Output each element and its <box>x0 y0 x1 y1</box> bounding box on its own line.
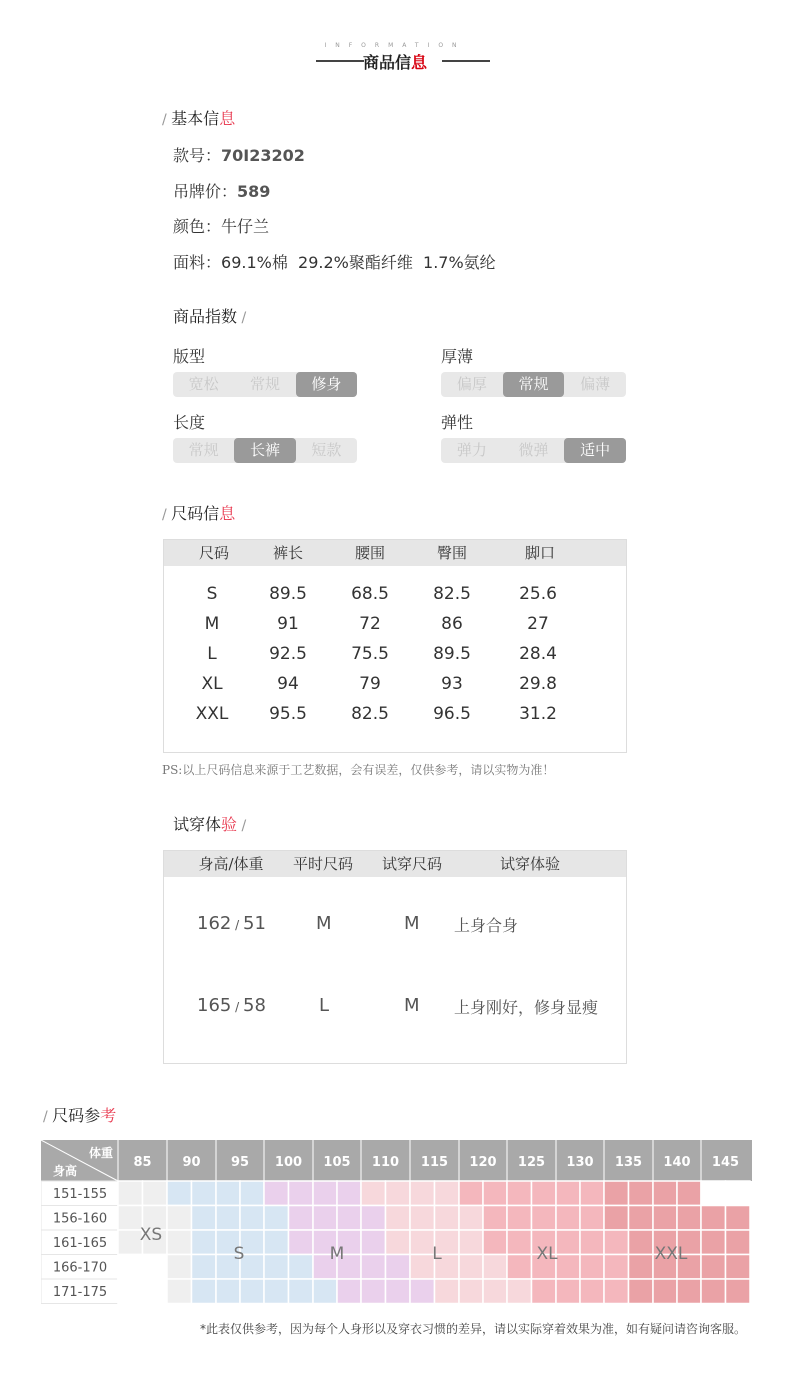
index-pill-length <box>173 438 357 463</box>
ref-size-cell <box>532 1206 557 1231</box>
ref-size-cell <box>629 1230 654 1255</box>
ref-weight-label: 110 <box>371 1155 400 1170</box>
size-cell: 28.4 <box>519 644 557 664</box>
ref-size-cell <box>604 1230 629 1255</box>
ref-size-cell <box>264 1255 289 1280</box>
ref-size-cell <box>556 1206 580 1231</box>
page-title: 商品信息 <box>362 53 428 72</box>
tag-price: 吊牌价：589 <box>173 182 271 201</box>
ref-size-cell <box>337 1279 361 1304</box>
try-on-row-2-feel: 上身刚好，修身显瘦 <box>454 998 599 1017</box>
ref-weight-label: 85 <box>133 1155 152 1170</box>
ref-size-cell <box>167 1255 192 1280</box>
ref-weight-label: 120 <box>469 1155 497 1170</box>
size-cell: 93 <box>441 674 463 694</box>
ref-weight-label: 115 <box>420 1155 449 1170</box>
ref-size-cell <box>386 1206 411 1231</box>
ref-size-cell <box>532 1181 557 1206</box>
ref-size-cell <box>289 1279 314 1304</box>
ref-size-cell <box>483 1279 507 1304</box>
index-pill-thickness <box>441 372 626 397</box>
try-on-table <box>163 850 627 1064</box>
size-cell: 82.5 <box>351 704 389 724</box>
try-on-row-2-tried: M <box>404 995 420 1016</box>
option-slight-stretch: 微弹 <box>518 441 549 459</box>
ref-size-cell <box>361 1279 386 1304</box>
ref-size-cell <box>361 1255 386 1280</box>
ref-size-cell <box>361 1181 386 1206</box>
ref-size-cell <box>604 1279 629 1304</box>
ref-size-cell <box>459 1279 483 1304</box>
size-ref-note: *此表仅供参考，因为每个人身形以及穿衣习惯的差异，请以实际穿着效果为准，如有疑问请咨询客服。 <box>200 1322 747 1336</box>
ref-size-cell <box>410 1230 435 1255</box>
ref-size-cell <box>264 1279 289 1304</box>
ref-size-cell <box>410 1279 435 1304</box>
ref-size-cell <box>604 1255 629 1280</box>
ref-size-cell <box>629 1279 654 1304</box>
index-label-length: 长度 <box>173 413 206 432</box>
ref-size-label: L <box>432 1244 442 1264</box>
size-cell: XXL <box>195 704 229 724</box>
ref-height-label: 171-175 <box>52 1285 108 1300</box>
ref-size-cell <box>337 1181 361 1206</box>
try-on-row-2-hw: 165 / 58 <box>197 995 266 1016</box>
index-label-elasticity: 弹性 <box>441 413 474 432</box>
size-cell: 75.5 <box>351 644 389 664</box>
ref-weight-label: 105 <box>323 1155 351 1170</box>
ref-size-cell <box>240 1206 264 1231</box>
ref-size-cell <box>483 1181 507 1206</box>
ref-weight-label: 125 <box>517 1155 546 1170</box>
size-cell: 25.6 <box>519 584 557 604</box>
ref-size-cell <box>726 1206 751 1231</box>
size-cell: 89.5 <box>433 644 471 664</box>
ref-size-cell <box>435 1279 460 1304</box>
size-reference-chart <box>41 1140 752 1313</box>
ref-size-cell <box>677 1279 701 1304</box>
ref-size-cell <box>532 1279 557 1304</box>
ref-size-cell <box>289 1255 314 1280</box>
col-height-weight: 身高/体重 <box>198 855 264 873</box>
size-table <box>163 539 627 753</box>
ref-size-cell <box>118 1255 143 1280</box>
ref-size-cell <box>167 1181 192 1206</box>
product-index-title: 商品指数 / <box>173 307 247 326</box>
option-regular-length: 常规 <box>188 441 219 459</box>
try-on-row-2-usual: L <box>319 995 330 1016</box>
index-label-thickness: 厚薄 <box>441 347 474 366</box>
ref-size-cell <box>216 1279 240 1304</box>
ref-size-cell <box>580 1181 604 1206</box>
try-on-row-1-hw: 162 / 51 <box>197 913 266 934</box>
ref-weight-label: 130 <box>566 1155 594 1170</box>
ref-size-cell <box>483 1206 507 1231</box>
size-cell: 82.5 <box>433 584 471 604</box>
ref-size-cell <box>459 1206 483 1231</box>
color: 颜色：牛仔兰 <box>173 217 270 236</box>
ref-height-label: 166-170 <box>52 1260 108 1276</box>
ref-size-label: XS <box>139 1225 163 1245</box>
size-cell: 92.5 <box>269 644 307 664</box>
ref-size-label: M <box>329 1244 345 1264</box>
option-thin: 偏薄 <box>580 375 611 393</box>
option-loose: 宽松 <box>188 375 219 393</box>
ref-size-cell <box>361 1206 386 1231</box>
ref-size-cell <box>701 1255 726 1280</box>
ref-size-cell <box>629 1206 654 1231</box>
ref-weight-label: 145 <box>711 1155 740 1170</box>
col-experience: 试穿体验 <box>499 855 561 873</box>
ref-height-label: 151-155 <box>52 1187 108 1202</box>
size-note: PS:以上尺码信息来源于工艺数据，会有误差，仅供参考，请以实物为准！ <box>162 763 555 777</box>
ref-size-cell <box>459 1181 483 1206</box>
ref-size-cell <box>361 1230 386 1255</box>
ref-size-cell <box>701 1181 726 1206</box>
ref-size-cell <box>507 1255 532 1280</box>
col-length: 裤长 <box>272 544 304 562</box>
ref-size-cell <box>483 1230 507 1255</box>
ref-size-cell <box>167 1230 192 1255</box>
ref-size-cell <box>653 1181 677 1206</box>
ref-size-cell <box>677 1181 701 1206</box>
ref-size-cell <box>192 1255 217 1280</box>
ref-size-cell <box>629 1255 654 1280</box>
ref-size-cell <box>580 1255 604 1280</box>
col-usual-size: 平时尺码 <box>292 855 354 873</box>
ref-size-cell <box>386 1181 411 1206</box>
ref-size-label: S <box>233 1244 245 1264</box>
ref-size-cell <box>337 1206 361 1231</box>
ref-size-cell <box>143 1255 168 1280</box>
ref-size-cell <box>192 1230 217 1255</box>
ref-size-cell <box>289 1230 314 1255</box>
ref-size-cell <box>313 1279 337 1304</box>
option-short: 短款 <box>311 441 342 459</box>
ref-size-cell <box>726 1255 751 1280</box>
try-on-row-1-tried: M <box>404 913 420 934</box>
size-cell: L <box>207 644 217 664</box>
ref-size-cell <box>386 1230 411 1255</box>
size-cell: 96.5 <box>433 704 471 724</box>
ref-size-cell <box>556 1279 580 1304</box>
col-waist: 腰围 <box>354 544 386 562</box>
try-on-header <box>164 851 626 877</box>
ref-size-cell <box>435 1206 460 1231</box>
ref-size-cell <box>386 1255 411 1280</box>
ref-size-cell <box>143 1279 168 1304</box>
size-cell: S <box>206 584 218 604</box>
ref-size-cell <box>240 1181 264 1206</box>
ref-size-cell <box>313 1206 337 1231</box>
index-pill-elasticity <box>441 438 626 463</box>
size-cell: 91 <box>277 614 299 634</box>
ref-size-cell <box>410 1255 435 1280</box>
ref-size-cell <box>459 1255 483 1280</box>
ref-size-cell <box>410 1181 435 1206</box>
ref-size-cell <box>289 1181 314 1206</box>
try-on-title: 试穿体验 / <box>173 815 247 834</box>
option-long-pants: 长裤 <box>234 438 295 463</box>
size-reference-svg <box>41 1140 752 1313</box>
try-on-row-1-usual: M <box>316 913 332 934</box>
ref-size-cell <box>118 1181 143 1206</box>
ref-size-cell <box>507 1230 532 1255</box>
ref-size-cell <box>216 1206 240 1231</box>
size-cell: 29.8 <box>519 674 557 694</box>
size-cell: 31.2 <box>519 704 557 724</box>
fabric: 面料：69.1%棉 29.2%聚酯纤维 1.7%氨纶 <box>173 253 496 272</box>
ref-size-cell <box>264 1181 289 1206</box>
col-size: 尺码 <box>198 544 230 562</box>
ref-size-cell <box>192 1279 217 1304</box>
ref-weight-label: 100 <box>274 1155 303 1170</box>
ref-size-cell <box>580 1230 604 1255</box>
ref-size-cell <box>435 1181 460 1206</box>
option-moderate: 适中 <box>564 438 626 463</box>
ref-size-cell <box>507 1279 532 1304</box>
size-cell: 89.5 <box>269 584 307 604</box>
ref-size-label: XXL <box>654 1244 688 1264</box>
ref-size-cell <box>629 1181 654 1206</box>
ref-weight-label: 140 <box>663 1155 691 1170</box>
ref-size-cell <box>556 1255 580 1280</box>
option-stretch: 弹力 <box>456 441 487 459</box>
ref-size-cell <box>483 1255 507 1280</box>
ref-size-cell <box>118 1279 143 1304</box>
ref-size-cell <box>386 1279 411 1304</box>
size-table-header <box>164 540 626 566</box>
ref-size-cell <box>701 1230 726 1255</box>
index-pill-fit <box>173 372 357 397</box>
ref-size-cell <box>556 1181 580 1206</box>
option-regular: 常规 <box>249 375 280 393</box>
size-cell: 68.5 <box>351 584 389 604</box>
basic-info-title: / 基本信息 <box>162 109 236 128</box>
ref-size-cell <box>507 1206 532 1231</box>
size-cell: 79 <box>359 674 381 694</box>
ref-size-cell <box>701 1206 726 1231</box>
ref-size-cell <box>507 1181 532 1206</box>
ref-weight-label: 135 <box>614 1155 643 1170</box>
size-cell: 86 <box>441 614 463 634</box>
ref-size-cell <box>264 1206 289 1231</box>
size-cell: 95.5 <box>269 704 307 724</box>
ref-size-cell <box>653 1279 677 1304</box>
size-ref-title: / 尺码参考 <box>43 1106 117 1125</box>
header-subtitle: INFORMATION <box>324 42 466 49</box>
option-normal: 常规 <box>503 372 565 397</box>
col-hem: 脚口 <box>524 544 556 562</box>
ref-size-cell <box>192 1206 217 1231</box>
ref-size-cell <box>143 1181 168 1206</box>
ref-size-cell <box>726 1230 751 1255</box>
ref-weight-label: 90 <box>182 1155 201 1170</box>
ref-size-cell <box>580 1206 604 1231</box>
ref-size-cell <box>726 1181 751 1206</box>
ref-size-label: XL <box>536 1244 558 1264</box>
ref-size-cell <box>289 1206 314 1231</box>
ref-weight-label: 95 <box>230 1155 250 1170</box>
size-cell: M <box>204 614 220 634</box>
ref-height-label: 161-165 <box>52 1236 108 1251</box>
ref-size-cell <box>580 1279 604 1304</box>
size-info-title: / 尺码信息 <box>162 504 236 523</box>
ref-size-cell <box>410 1206 435 1231</box>
ref-size-cell <box>604 1181 629 1206</box>
ref-size-cell <box>604 1206 629 1231</box>
ref-height-label: 156-160 <box>52 1211 108 1227</box>
ref-corner-weight: 体重 <box>88 1146 113 1160</box>
ref-size-cell <box>167 1279 192 1304</box>
ref-corner-height: 身高 <box>53 1164 78 1178</box>
ref-size-cell <box>556 1230 580 1255</box>
ref-size-cell <box>216 1181 240 1206</box>
ref-size-cell <box>726 1279 751 1304</box>
col-hip: 臀围 <box>436 544 468 562</box>
option-slim: 修身 <box>296 372 357 397</box>
ref-size-cell <box>677 1206 701 1231</box>
try-on-row-1-feel: 上身合身 <box>454 916 519 935</box>
ref-size-cell <box>192 1181 217 1206</box>
size-cell: 27 <box>527 614 549 634</box>
ref-size-cell <box>240 1279 264 1304</box>
ref-size-cell <box>313 1181 337 1206</box>
size-cell: 72 <box>359 614 381 634</box>
index-label-fit: 版型 <box>173 347 206 366</box>
option-thick: 偏厚 <box>456 375 487 393</box>
ref-size-cell <box>459 1230 483 1255</box>
ref-size-cell <box>653 1206 677 1231</box>
ref-size-cell <box>167 1206 192 1231</box>
style-number: 款号：70I23202 <box>173 146 305 165</box>
ref-size-cell <box>701 1279 726 1304</box>
ref-size-cell <box>264 1230 289 1255</box>
size-cell: 94 <box>277 674 299 694</box>
col-tried-size: 试穿尺码 <box>381 855 443 873</box>
size-cell: XL <box>201 674 223 694</box>
